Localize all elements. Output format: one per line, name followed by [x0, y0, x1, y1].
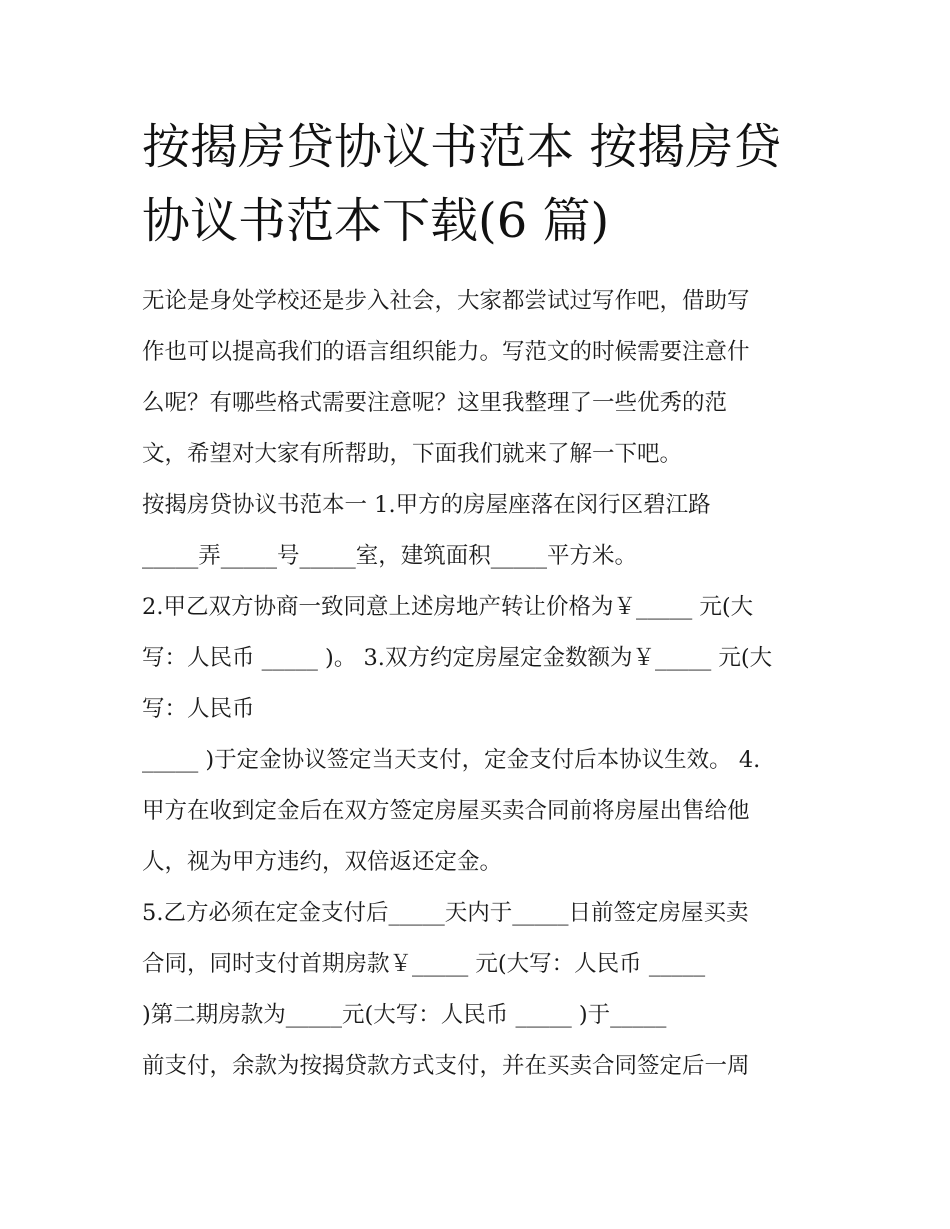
body-line: _____ )于定金协议签定当天支付，定金支付后本协议生效。 4. [142, 747, 761, 773]
body-line: 么呢？有哪些格式需要注意呢？这里我整理了一些优秀的范 [142, 390, 728, 416]
body-line: 合同，同时支付首期房款￥_____ 元(大写：人民币 _____ [142, 951, 706, 977]
body-line: 5.乙方必须在定金支付后_____天内于_____日前签定房屋买卖 [142, 900, 749, 926]
title-line: 协议书范本下载(6 篇) [142, 193, 610, 249]
document-body [142, 276, 814, 1092]
body-line: 按揭房贷协议书范本一 1.甲方的房屋座落在闵行区碧江路 [142, 492, 711, 518]
body-line: 写：人民币 [142, 696, 255, 722]
body-line: )第二期房款为_____元(大写：人民币 _____ )于_____ [142, 1002, 667, 1028]
body-line: 甲方在收到定金后在双方签定房屋买卖合同前将房屋出售给他 [142, 798, 750, 824]
body-line: 前支付，余款为按揭贷款方式支付，并在买卖合同签定后一周 [142, 1053, 750, 1079]
body-line: 作也可以提高我们的语言组织能力。写范文的时候需要注意什 [142, 339, 750, 365]
body-line: _____弄_____号_____室，建筑面积_____平方米。 [142, 543, 638, 569]
title-line: 按揭房贷协议书范本 按揭房贷 [142, 119, 782, 175]
body-line: 人，视为甲方违约，双倍返还定金。 [142, 849, 503, 875]
body-line: 2.甲乙双方协商一致同意上述房地产转让价格为￥_____ 元(大 [142, 594, 754, 620]
body-line: 文，希望对大家有所帮助，下面我们就来了解一下吧。 [142, 441, 683, 467]
body-line: 无论是身处学校还是步入社会，大家都尝试过写作吧，借助写 [142, 288, 750, 314]
page-title [142, 110, 822, 258]
body-line: 写：人民币 _____ )。 3.双方约定房屋定金数额为￥_____ 元(大 [142, 645, 773, 671]
